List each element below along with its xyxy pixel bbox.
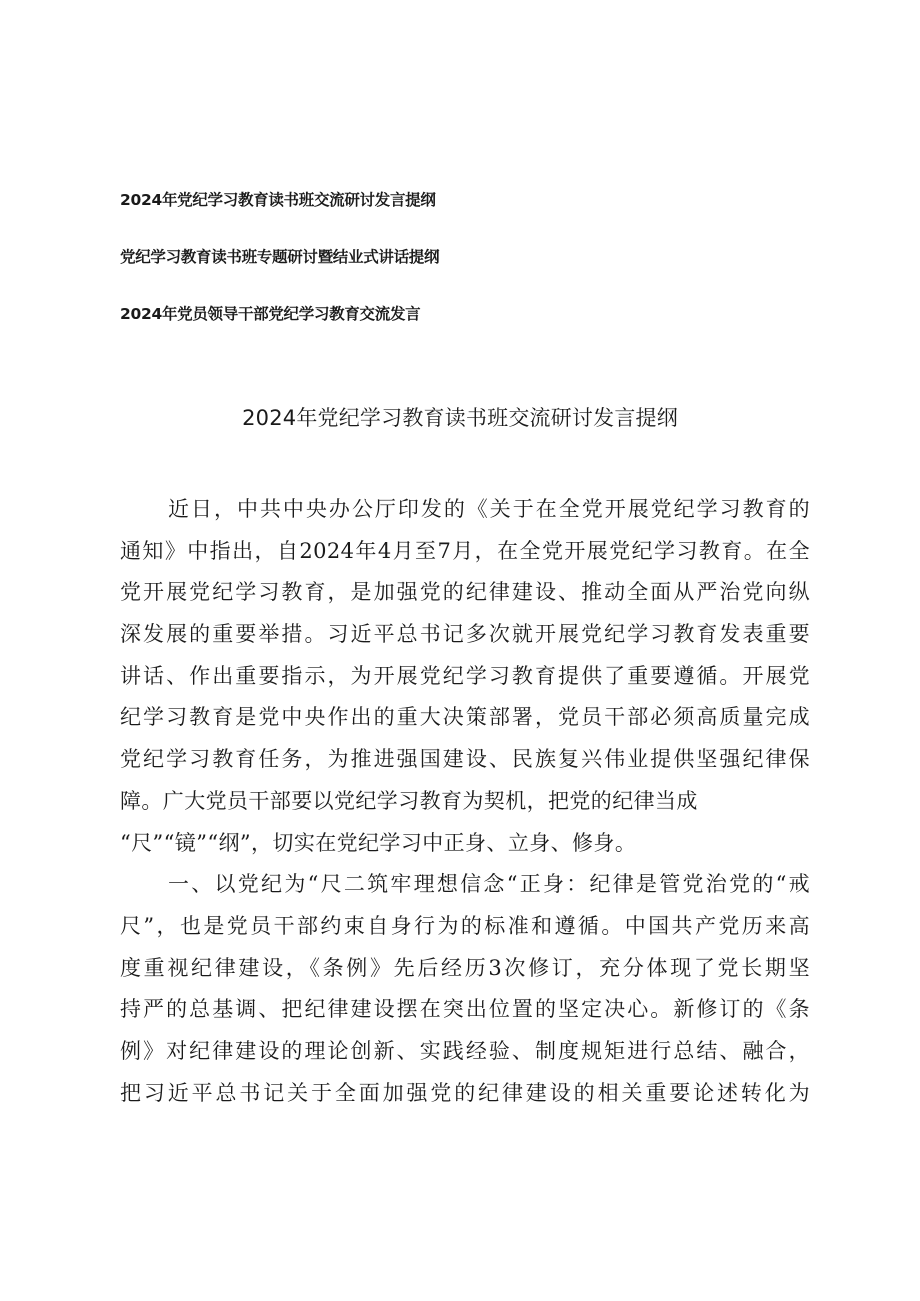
paragraph-line: 一、以党纪为“尺二筑牢理想信念“正身：纪律是管党治党的“戒 (168, 872, 810, 897)
paragraph-line: 持严的总基调、把纪律建设摆在突出位置的坚定决心。新修订的《条 (120, 997, 810, 1022)
document-body (120, 489, 810, 1114)
paragraph-line: 党纪学习教育任务，为推进强国建设、民族复兴伟业提供坚强纪律保 (120, 747, 810, 772)
paragraph-line: 深发展的重要举措。习近平总书记多次就开展党纪学习教育发表重要 (120, 622, 810, 647)
table-of-contents (120, 186, 820, 328)
document-title: 2024年党纪学习教育读书班交流研讨发言提纲 (242, 406, 678, 430)
paragraph-line: 例》对纪律建设的理论创新、实践经验、制度规矩进行总结、融合， (120, 1038, 810, 1063)
toc-item: 2024年党纪学习教育读书班交流研讨发言提纲 (120, 191, 436, 209)
paragraph-line: 通知》中指出，自2024年4月至7月，在全党开展党纪学习教育。在全 (120, 538, 810, 563)
toc-item: 党纪学习教育读书班专题研讨暨结业式讲话提纲 (120, 248, 440, 266)
paragraph-line: “尺”“镜”“纲”，切实在党纪学习中正身、立身、修身。 (120, 830, 637, 855)
toc-item: 2024年党员领导干部党纪学习教育交流发言 (120, 305, 421, 323)
paragraph-line: 纪学习教育是党中央作出的重大决策部署，党员干部必须高质量完成 (120, 705, 810, 730)
paragraph-line: 障。广大党员干部要以党纪学习教育为契机，把党的纪律当成 (120, 788, 698, 813)
paragraph-line: 把习近平总书记关于全面加强党的纪律建设的相关重要论述转化为 (120, 1080, 810, 1105)
paragraph-line: 讲话、作出重要指示，为开展党纪学习教育提供了重要遵循。开展党 (120, 663, 810, 688)
paragraph-line: 度重视纪律建设，《条例》先后经历3次修订，充分体现了党长期坚 (120, 955, 810, 980)
paragraph-line: 近日，中共中央办公厅印发的《关于在全党开展党纪学习教育的 (168, 497, 810, 521)
paragraph-line: 党开展党纪学习教育，是加强党的纪律建设、推动全面从严治党向纵 (120, 580, 810, 605)
paragraph-line: 尺”，也是党员干部约束自身行为的标准和遵循。中国共产党历来高 (120, 913, 810, 938)
